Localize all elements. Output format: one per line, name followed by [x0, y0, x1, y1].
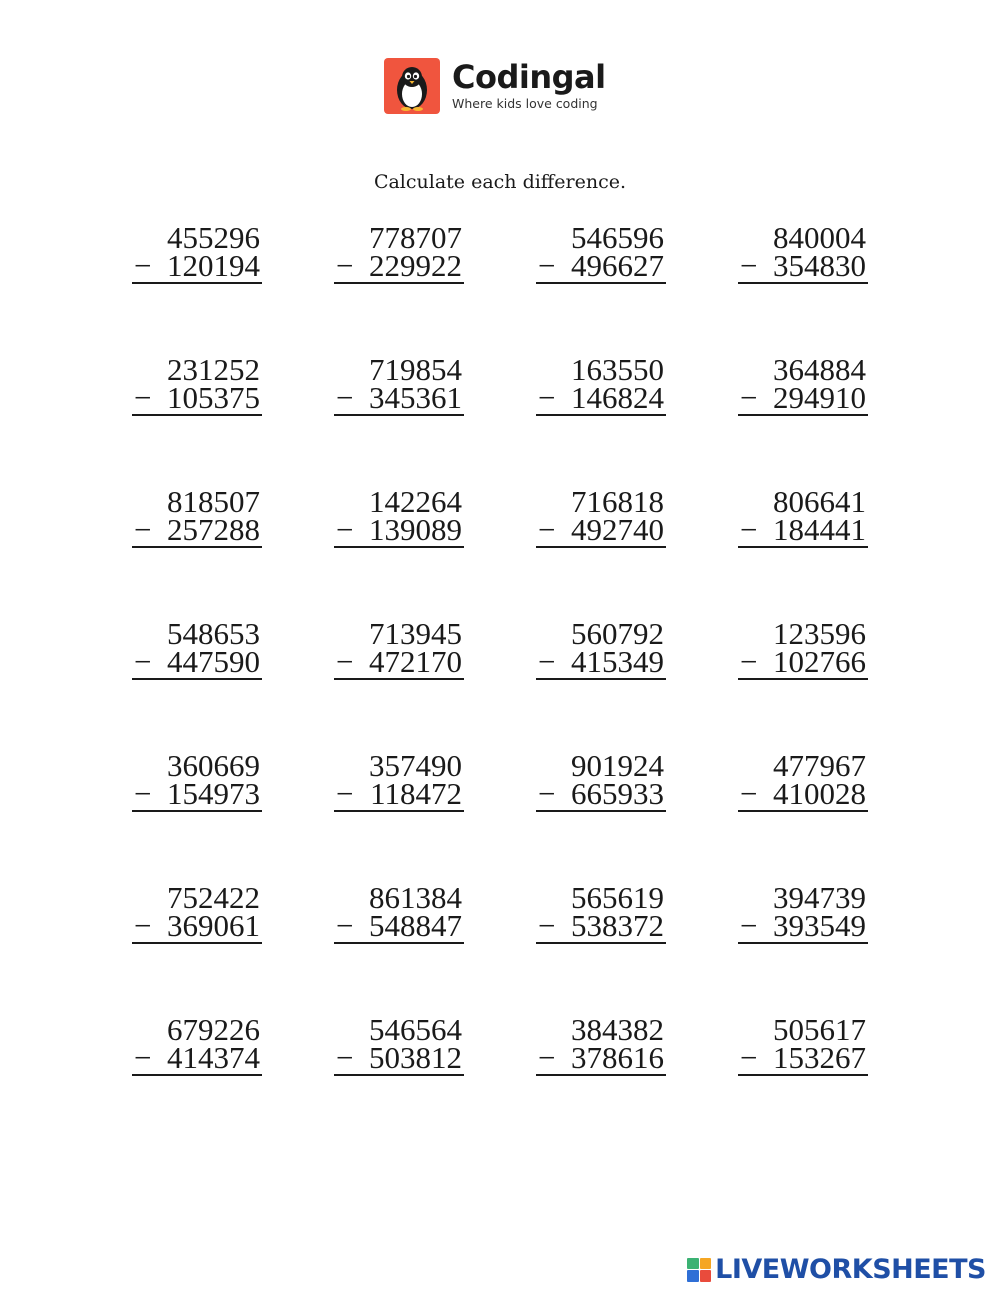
minus-sign: − — [740, 776, 758, 811]
subtrahend-row — [334, 1040, 464, 1076]
subtrahend-row — [536, 908, 666, 944]
subtrahend: 294910 — [773, 380, 866, 415]
subtrahend-row — [334, 248, 464, 284]
minus-sign: − — [134, 644, 152, 679]
minus-sign: − — [134, 1040, 152, 1075]
subtrahend: 154973 — [167, 776, 260, 811]
subtrahend-row — [536, 1040, 666, 1076]
subtrahend: 184441 — [773, 512, 866, 547]
minus-sign: − — [336, 908, 354, 943]
subtrahend: 146824 — [571, 380, 664, 415]
minuend: 477967 — [773, 748, 866, 783]
subtraction-problem — [738, 352, 868, 416]
minuend: 357490 — [369, 748, 462, 783]
subtraction-problem — [536, 352, 666, 416]
subtrahend: 257288 — [167, 512, 260, 547]
minus-sign: − — [336, 776, 354, 811]
subtraction-problem — [132, 616, 262, 680]
subtraction-problem — [536, 880, 666, 944]
subtraction-problem — [738, 748, 868, 812]
minus-sign: − — [538, 248, 556, 283]
subtrahend-row — [334, 512, 464, 548]
subtrahend: 496627 — [571, 248, 664, 283]
subtraction-problem — [132, 880, 262, 944]
minus-sign: − — [134, 248, 152, 283]
subtrahend: 118472 — [370, 776, 462, 811]
subtrahend: 492740 — [571, 512, 664, 547]
subtrahend-row — [132, 248, 262, 284]
subtrahend: 105375 — [167, 380, 260, 415]
subtrahend-row — [738, 248, 868, 284]
subtrahend-row — [536, 380, 666, 416]
minuend: 778707 — [369, 220, 462, 255]
minus-sign: − — [740, 248, 758, 283]
subtrahend-row — [738, 776, 868, 812]
minus-sign: − — [740, 512, 758, 547]
subtraction-problem — [738, 220, 868, 284]
subtraction-problem — [334, 748, 464, 812]
minus-sign: − — [134, 512, 152, 547]
subtrahend-row — [738, 644, 868, 680]
subtrahend: 378616 — [571, 1040, 664, 1075]
subtrahend: 102766 — [773, 644, 866, 679]
subtraction-problem — [334, 880, 464, 944]
subtrahend-row — [738, 512, 868, 548]
minus-sign: − — [538, 644, 556, 679]
instruction-text: Calculate each difference. — [373, 171, 627, 193]
minuend: 231252 — [167, 352, 260, 387]
minus-sign: − — [336, 380, 354, 415]
brand-name: Codingal — [452, 58, 606, 96]
minuend: 384382 — [571, 1012, 664, 1047]
subtraction-problem — [536, 616, 666, 680]
penguin-icon — [384, 58, 440, 114]
subtraction-problem — [738, 484, 868, 548]
subtraction-problem — [132, 220, 262, 284]
subtrahend: 369061 — [167, 908, 260, 943]
minus-sign: − — [740, 380, 758, 415]
minuend: 546564 — [369, 1012, 462, 1047]
subtraction-problem — [132, 748, 262, 812]
minuend: 394739 — [773, 880, 866, 915]
subtraction-problem — [334, 484, 464, 548]
liveworksheets-logo — [687, 1254, 986, 1285]
minuend: 901924 — [571, 748, 664, 783]
subtraction-problem — [536, 220, 666, 284]
minuend: 364884 — [773, 352, 866, 387]
minuend: 560792 — [571, 616, 664, 651]
liveworksheets-label: LIVEWORKSHEETS — [715, 1254, 986, 1285]
minuend: 455296 — [167, 220, 260, 255]
subtraction-problem — [132, 352, 262, 416]
subtraction-problem — [334, 616, 464, 680]
minus-sign: − — [538, 908, 556, 943]
subtrahend: 665933 — [571, 776, 664, 811]
subtrahend-row — [536, 248, 666, 284]
minuend: 806641 — [773, 484, 866, 519]
subtrahend-row — [132, 908, 262, 944]
minus-sign: − — [740, 908, 758, 943]
subtrahend: 354830 — [773, 248, 866, 283]
minuend: 679226 — [167, 1012, 260, 1047]
subtrahend: 548847 — [369, 908, 462, 943]
subtrahend: 410028 — [773, 776, 866, 811]
minuend: 142264 — [369, 484, 462, 519]
minuend: 716818 — [571, 484, 664, 519]
minus-sign: − — [538, 380, 556, 415]
minuend: 360669 — [167, 748, 260, 783]
subtrahend: 414374 — [167, 1040, 260, 1075]
minus-sign: − — [538, 512, 556, 547]
subtrahend-row — [334, 644, 464, 680]
subtrahend-row — [536, 776, 666, 812]
minuend: 752422 — [167, 880, 260, 915]
subtrahend-row — [738, 380, 868, 416]
minuend: 840004 — [773, 220, 866, 255]
subtrahend: 139089 — [369, 512, 462, 547]
subtrahend: 538372 — [571, 908, 664, 943]
subtraction-problem — [334, 352, 464, 416]
minus-sign: − — [134, 908, 152, 943]
minus-sign: − — [538, 1040, 556, 1075]
minuend: 565619 — [571, 880, 664, 915]
minuend: 546596 — [571, 220, 664, 255]
minuend: 713945 — [369, 616, 462, 651]
subtrahend: 229922 — [369, 248, 462, 283]
subtrahend: 415349 — [571, 644, 664, 679]
subtraction-problem — [738, 616, 868, 680]
subtrahend-row — [132, 776, 262, 812]
minus-sign: − — [336, 512, 354, 547]
subtrahend-row — [132, 644, 262, 680]
subtraction-problem — [738, 880, 868, 944]
subtraction-problem — [334, 220, 464, 284]
subtraction-problem — [536, 1012, 666, 1076]
subtrahend: 472170 — [369, 644, 462, 679]
subtraction-problem — [132, 484, 262, 548]
minus-sign: − — [538, 776, 556, 811]
subtrahend: 393549 — [773, 908, 866, 943]
subtraction-problem — [334, 1012, 464, 1076]
subtraction-problem — [536, 748, 666, 812]
subtrahend: 153267 — [773, 1040, 866, 1075]
liveworksheets-icon — [687, 1258, 711, 1282]
minus-sign: − — [336, 1040, 354, 1075]
minuend: 548653 — [167, 616, 260, 651]
subtrahend: 447590 — [167, 644, 260, 679]
minus-sign: − — [336, 644, 354, 679]
minus-sign: − — [134, 380, 152, 415]
subtrahend-row — [536, 644, 666, 680]
subtrahend: 120194 — [167, 248, 260, 283]
minus-sign: − — [740, 644, 758, 679]
minus-sign: − — [336, 248, 354, 283]
subtrahend: 345361 — [369, 380, 462, 415]
minuend: 505617 — [773, 1012, 866, 1047]
subtrahend-row — [536, 512, 666, 548]
subtrahend-row — [132, 380, 262, 416]
subtrahend-row — [738, 1040, 868, 1076]
subtraction-problem — [738, 1012, 868, 1076]
minuend: 818507 — [167, 484, 260, 519]
brand-tagline: Where kids love coding — [452, 96, 598, 111]
subtraction-problem — [536, 484, 666, 548]
minuend: 861384 — [369, 880, 462, 915]
minuend: 123596 — [773, 616, 866, 651]
subtrahend-row — [334, 908, 464, 944]
subtrahend-row — [132, 1040, 262, 1076]
minuend: 163550 — [571, 352, 664, 387]
minus-sign: − — [134, 776, 152, 811]
minus-sign: − — [740, 1040, 758, 1075]
minuend: 719854 — [369, 352, 462, 387]
subtraction-problem — [132, 1012, 262, 1076]
codingal-logo — [384, 58, 606, 114]
subtrahend-row — [738, 908, 868, 944]
subtrahend-row — [334, 776, 464, 812]
subtrahend: 503812 — [369, 1040, 462, 1075]
subtrahend-row — [132, 512, 262, 548]
subtrahend-row — [334, 380, 464, 416]
